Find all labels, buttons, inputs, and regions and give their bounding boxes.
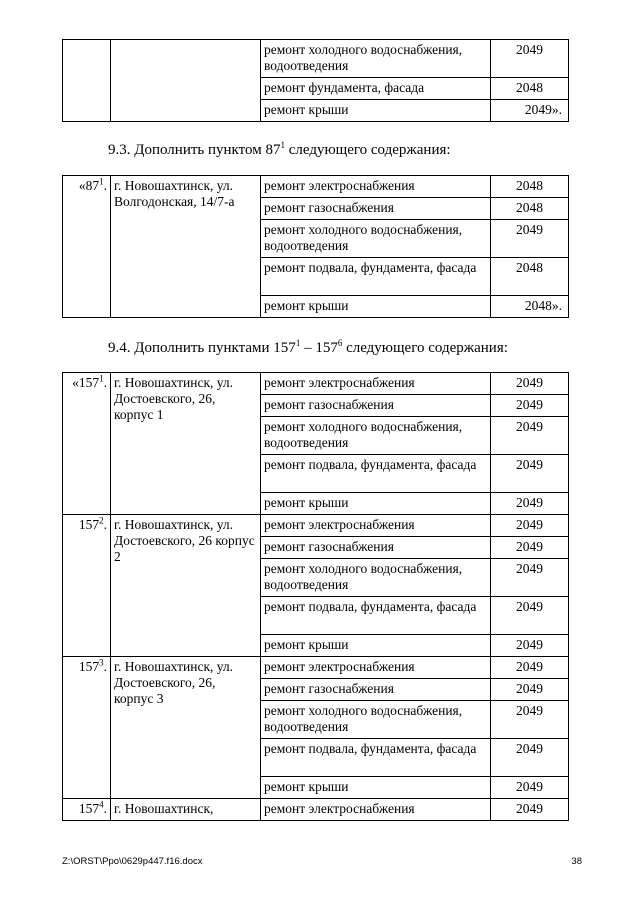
work-cell: ремонт электроснабжения	[261, 373, 491, 395]
year-cell: 2049».	[491, 100, 569, 122]
year-cell: 2049	[491, 455, 569, 493]
work-cell: ремонт крыши	[261, 493, 491, 515]
address-cell	[111, 40, 261, 122]
work-cell: ремонт холодного водоснабжения, водоотведения	[261, 559, 491, 597]
year-cell: 2049	[491, 777, 569, 799]
address-cell: г. Новошахтинск, ул. Волгодонская, 14/7-а	[111, 176, 261, 318]
work-cell: ремонт фундамента, фасада	[261, 78, 491, 100]
year-cell: 2049	[491, 701, 569, 739]
year-cell: 2049	[491, 799, 569, 821]
work-cell: ремонт электроснабжения	[261, 515, 491, 537]
address-cell: г. Новошахтинск, ул. Достоевского, 26, корпус 3	[111, 657, 261, 799]
paragraph-9-3: 9.3. Дополнить пунктом $87^1$ следующего содержания:	[108, 140, 451, 158]
work-cell: ремонт электроснабжения	[261, 176, 491, 198]
year-cell: 2049	[491, 515, 569, 537]
num-cell: $157^2$.	[63, 515, 111, 657]
year-cell: 2049	[491, 657, 569, 679]
work-cell: ремонт холодного водоснабжения, водоотведения	[261, 701, 491, 739]
table-row	[63, 799, 569, 821]
year-cell: 2049	[491, 395, 569, 417]
year-cell: 2048	[491, 176, 569, 198]
work-cell: ремонт газоснабжения	[261, 679, 491, 701]
table-row	[63, 657, 569, 679]
work-cell: ремонт подвала, фундамента, фасада	[261, 455, 491, 493]
year-cell: 2049	[491, 559, 569, 597]
year-cell: 2049	[491, 635, 569, 657]
year-cell: 2049	[491, 493, 569, 515]
work-cell: ремонт крыши	[261, 777, 491, 799]
num-cell	[63, 40, 111, 122]
year-cell: 2049	[491, 220, 569, 258]
work-cell: ремонт крыши	[261, 296, 491, 318]
work-cell: ремонт холодного водоснабжения, водоотведения	[261, 417, 491, 455]
year-cell: 2049	[491, 40, 569, 78]
table-top	[62, 39, 569, 122]
work-cell: ремонт подвала, фундамента, фасада	[261, 258, 491, 296]
num-cell: $157^4$.	[63, 799, 111, 821]
year-cell: 2048	[491, 78, 569, 100]
table-row	[63, 515, 569, 537]
work-cell: ремонт газоснабжения	[261, 395, 491, 417]
year-cell: 2049	[491, 373, 569, 395]
work-cell: ремонт электроснабжения	[261, 657, 491, 679]
table-87	[62, 175, 569, 318]
num-cell: «$157^1$.	[63, 373, 111, 515]
year-cell: 2048	[491, 258, 569, 296]
table-row	[63, 40, 569, 78]
table-row	[63, 176, 569, 198]
year-cell: 2048	[491, 198, 569, 220]
address-cell: г. Новошахтинск,	[111, 799, 261, 821]
work-cell: ремонт крыши	[261, 100, 491, 122]
num-cell: $157^3$.	[63, 657, 111, 799]
work-cell: ремонт подвала, фундамента, фасада	[261, 739, 491, 777]
address-cell: г. Новошахтинск, ул. Достоевского, 26, корпус 1	[111, 373, 261, 515]
work-cell: ремонт газоснабжения	[261, 537, 491, 559]
year-cell: 2049	[491, 537, 569, 559]
table-157	[62, 372, 569, 821]
work-cell: ремонт холодного водоснабжения, водоотведения	[261, 220, 491, 258]
year-cell: 2049	[491, 417, 569, 455]
footer-file-path: Z:\ORST\Ppo\0629p447.f16.docx	[62, 856, 203, 867]
work-cell: ремонт газоснабжения	[261, 198, 491, 220]
work-cell: ремонт электроснабжения	[261, 799, 491, 821]
num-cell: «$87^1$.	[63, 176, 111, 318]
year-cell: 2049	[491, 679, 569, 701]
page-number: 38	[571, 856, 582, 867]
year-cell: 2049	[491, 597, 569, 635]
year-cell: 2049	[491, 739, 569, 777]
address-cell: г. Новошахтинск, ул. Достоевского, 26 корпус 2	[111, 515, 261, 657]
work-cell: ремонт подвала, фундамента, фасада	[261, 597, 491, 635]
table-row	[63, 373, 569, 395]
paragraph-9-4: 9.4. Дополнить пунктами $157^1 - 157^6$ следующего содержания:	[108, 338, 508, 356]
work-cell: ремонт холодного водоснабжения, водоотведения	[261, 40, 491, 78]
year-cell: 2048».	[491, 296, 569, 318]
work-cell: ремонт крыши	[261, 635, 491, 657]
